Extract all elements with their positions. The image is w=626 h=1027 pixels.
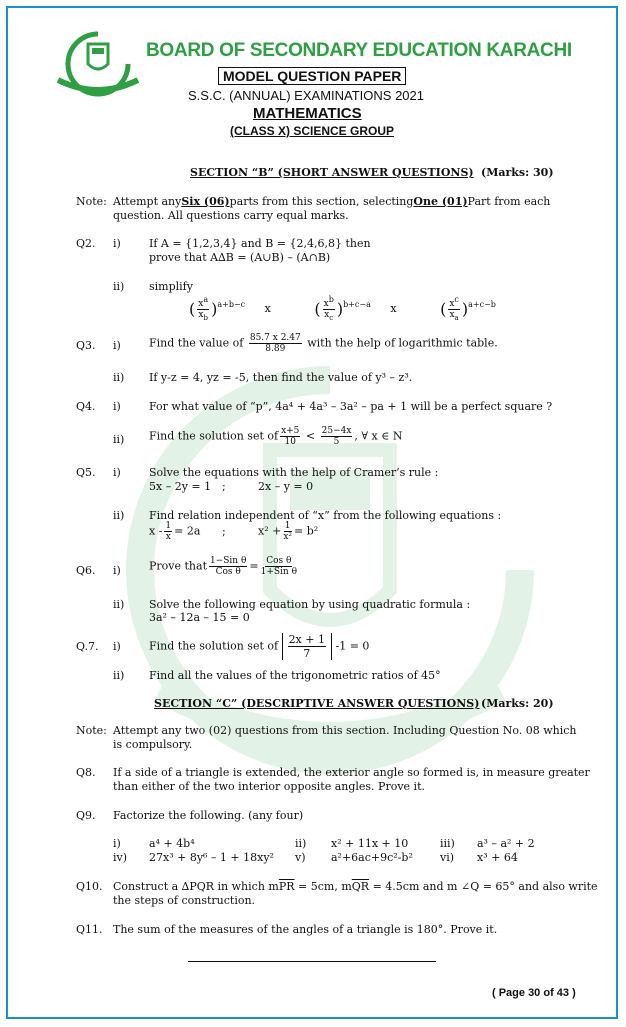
q9-item-expr: a⁴ + 4b⁴ (149, 837, 195, 850)
q8-number: Q8. (76, 766, 96, 779)
q9-item-expr: 27x³ + 8y⁶ – 1 + 18xy² (149, 851, 274, 864)
q6-frac1-den: Cos θ (215, 567, 241, 577)
q5-i-label: i) (113, 466, 121, 479)
q9-text: Factorize the following. (any four) (113, 809, 304, 822)
q4-ii-pre: Find the solution set of (149, 429, 279, 443)
page-number: ( Page 30 of 43 ) (492, 987, 576, 999)
q5-frac2-den: x² (283, 532, 293, 542)
q7-number: Q.7. (76, 640, 99, 653)
q9-item-expr: a²+6ac+9c²-b² (331, 851, 413, 864)
section-c-note-2: is compulsory. (113, 738, 193, 751)
q4-ii-label: ii) (113, 433, 125, 446)
q4-i-text: For what value of “p”, 4a⁴ + 4a³ – 3a² – pa + 1 will be a perfect square ? (149, 400, 553, 413)
q3-i-label: i) (113, 339, 121, 352)
q5-ii-line1: Find relation independent of “x” from the following equations : (149, 509, 502, 522)
q4-frac1-den: 10 (284, 437, 296, 447)
q11-text: The sum of the measures of the angles of a triangle is 180°. Prove it. (113, 923, 498, 936)
q5-eq1-post: = 2a (174, 524, 201, 538)
q10-segment-qr: $\overline{QR}$ (351, 880, 370, 893)
q10-line2: the steps of construction. (113, 894, 256, 907)
q10-segment-pr: $\overline{PR}$ (278, 880, 295, 893)
q7-ii-text: Find all the values of the trigonometric ratios of 45° (149, 669, 441, 682)
note-line-2: question. All questions carry equal marks. (113, 209, 349, 222)
q6-ii-label: ii) (113, 598, 125, 611)
q3-i-pre: Find the value of (149, 336, 244, 350)
q9-item-label: iv) (113, 851, 128, 864)
note-text: Attempt any (113, 195, 182, 208)
q5-eq2-pre: x² + (258, 524, 282, 538)
q3-fraction (249, 333, 302, 354)
q2-i-line1: If A = {1,2,3,4} and B = {2,4,6,8} then (149, 237, 371, 250)
group-title: (CLASS X) SCIENCE GROUP (230, 124, 395, 138)
q5-ii-eq2 (258, 521, 318, 542)
q6-frac2-den: 1+Sin θ (260, 567, 297, 577)
section-c-marks: (Marks: 20) (481, 697, 554, 710)
q3-i-text (149, 333, 498, 354)
q4-lt: < (305, 429, 316, 443)
note-text: Part from each (467, 195, 551, 208)
section-c-note-1: Attempt any two (02) questions from this section. Including Question No. 08 which (113, 724, 577, 737)
q5-ii-label: ii) (113, 509, 125, 522)
note-six: Six (06) (181, 195, 230, 208)
section-b-title: SECTION “B” (SHORT ANSWER QUESTIONS) (190, 166, 474, 179)
q2-i-line2: prove that A∆B = (A∪B) – (A∩B) (149, 251, 331, 264)
q4-frac1-num: x+5 (281, 426, 300, 436)
note-one: One (01) (413, 195, 468, 208)
q5-i-eq1: 5x – 2y = 1 (149, 480, 212, 493)
q9-item-expr: a³ – a² + 2 (477, 837, 535, 850)
q3-fraction-num: 85.7 x 2.47 (249, 333, 301, 343)
section-c-title: SECTION “C” (DESCRIPTIVE ANSWER QUESTIONS) (154, 697, 480, 710)
q9-item-label: ii) (295, 837, 307, 850)
q5-frac-den: x (165, 532, 171, 542)
q3-number: Q3. (76, 339, 96, 352)
q10-text-a: Construct a ∆PQR in which m (113, 880, 279, 893)
paper-type: MODEL QUESTION PAPER (218, 67, 406, 85)
q3-ii-label: ii) (113, 371, 125, 384)
q4-frac2-num: 25−4x (321, 426, 352, 436)
q8-line2: than either of the two interior opposite angles. Prove it. (113, 780, 425, 793)
q5-frac2-num: 1 (284, 521, 291, 531)
q9-item-label: v) (295, 851, 306, 864)
q5-i-sep: ; (222, 480, 226, 493)
board-logo (54, 30, 142, 98)
q6-eq: = (249, 559, 259, 573)
end-rule (188, 961, 436, 962)
q5-ii-eq1 (149, 521, 200, 542)
q9-item-label: iii) (440, 837, 455, 850)
q5-frac-num: 1 (165, 521, 172, 531)
q7-i-text (149, 633, 369, 660)
q6-i-text (149, 556, 299, 577)
q2-ii-expression: ( $\frac{xa}{x_b}$ )$^{a+b-c}$ x ( $\frac{xb}{x_c}$ )$^{b+c-a}$ x ( $\frac{xc}{x_a}$ )$^{a+c-b}$ (189, 295, 496, 322)
q9-item-label: vi) (440, 851, 455, 864)
q9-number: Q9. (76, 809, 96, 822)
q6-ii-line2: 3a² – 12a – 15 = 0 (149, 611, 250, 624)
q3-ii-text: If y-z = 4, yz = -5, then find the value of y³ – z³. (149, 371, 413, 384)
q5-ii-sep: ; (222, 525, 226, 538)
q7-i-pre: Find the solution set of (149, 639, 279, 653)
q7-ii-label: ii) (113, 669, 125, 682)
note-text: parts from this section, selecting (229, 195, 414, 208)
note-line-1 (113, 195, 549, 208)
note-label: Note: (76, 195, 107, 208)
q10-line1 (113, 880, 598, 893)
q4-ii-text (149, 426, 403, 447)
q2-number: Q2. (76, 237, 96, 250)
q7-i-label: i) (113, 640, 121, 653)
q7-frac-den: 7 (303, 647, 311, 660)
q6-frac2-num: Cos θ (266, 556, 292, 566)
exam-title: S.S.C. (ANNUAL) EXAMINATIONS 2021 (188, 88, 424, 103)
q3-i-post: with the help of logarithmic table. (307, 336, 498, 350)
q5-i-eq2: 2x – y = 0 (258, 480, 314, 493)
q8-line1: If a side of a triangle is extended, the exterior angle so formed is, in measure greater (113, 766, 590, 779)
q6-number: Q6. (76, 564, 96, 577)
q5-number: Q5. (76, 466, 96, 479)
q10-number: Q10. (76, 880, 103, 893)
q9-item-expr: x² + 11x + 10 (331, 837, 409, 850)
q6-i-label: i) (113, 564, 121, 577)
q9-item-label: i) (113, 837, 121, 850)
q2-ii-label: ii) (113, 280, 125, 293)
q7-i-post: -1 = 0 (335, 639, 370, 653)
q5-i-line1: Solve the equations with the help of Cramer’s rule : (149, 466, 439, 479)
q2-i-label: i) (113, 237, 121, 250)
q9-item-expr: x³ + 64 (477, 851, 518, 864)
q4-number: Q4. (76, 400, 96, 413)
q10-text-c: = 4.5cm and m ∠Q = 65° and also write (369, 880, 598, 893)
q6-i-pre: Prove that (149, 559, 207, 573)
subject-title: MATHEMATICS (253, 105, 362, 122)
section-b-marks: (Marks: 30) (481, 166, 554, 179)
q11-number: Q11. (76, 923, 103, 936)
q4-frac2-den: 5 (333, 437, 340, 447)
q5-eq1-pre: x - (149, 524, 163, 538)
q6-ii-line1: Solve the following equation by using quadratic formula : (149, 598, 471, 611)
q4-i-label: i) (113, 400, 121, 413)
q10-text-b: = 5cm, m (294, 880, 352, 893)
section-c-note-label: Note: (76, 724, 107, 737)
q5-eq2-post: = b² (294, 524, 319, 538)
q4-ii-post: , ∀ x ∈ N (354, 429, 403, 443)
q7-frac-num: 2x + 1 (288, 633, 325, 646)
q2-ii-text: simplify (149, 280, 193, 293)
q3-fraction-den: 8.89 (265, 344, 286, 354)
q6-frac1-num: 1−Sin θ (210, 556, 247, 566)
board-name: BOARD OF SECONDARY EDUCATION KARACHI (146, 40, 572, 61)
